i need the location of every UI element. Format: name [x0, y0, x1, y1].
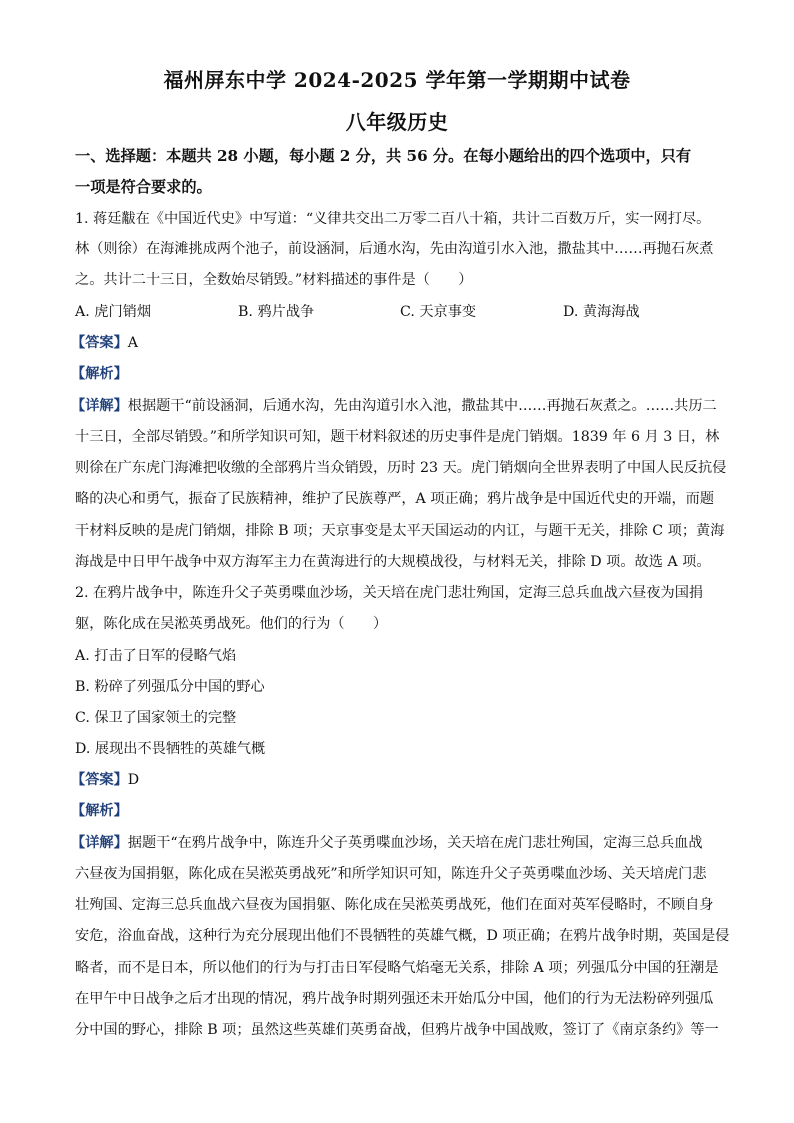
q2-option-a: A. 打击了日军的侵略气焰	[75, 648, 237, 664]
answer-value: D	[127, 772, 140, 788]
q1-stem-line: 林（则徐）在海滩挑成两个池子，前设涵洞，后通水沟，先由沟道引水入池，撒盐其中……再抛石灰煮	[75, 241, 714, 257]
exam-title: 福州屏东中学 2024-2025 学年第一学期期中试卷	[163, 68, 631, 92]
q2-detail-line: 在甲午中日战争之后才出现的情况，鸦片战争时期列强还未开始瓜分中国，他们的行为无法粉碎列强瓜	[75, 991, 714, 1007]
q2-stem-line: 躯，陈化成在吴淞英勇战死。他们的行为（ ）	[75, 616, 388, 632]
q1-detail-line: 略的决心和勇气，振奋了民族精神，维护了民族尊严，A 项正确；鸦片战争是中国近代史的开端，而题	[75, 491, 715, 507]
q1-answer	[71, 333, 721, 353]
q1-detail-line: 干材料反映的是虎门销烟，排除 B 项；天京事变是太平天国运动的内讧，与题干无关，排除 C 项；黄海	[75, 523, 725, 539]
q2-analysis-tag: 【解析】	[71, 803, 128, 819]
q1-option-d: D. 黄海海战	[563, 304, 640, 320]
q1-detail-line: 【详解】根据题干“前设涵洞，后通水沟，先由沟道引水入池，撒盐其中……再抛石灰煮之。……共历二	[71, 398, 717, 414]
q1-analysis-tag: 【解析】	[71, 366, 128, 382]
exam-subtitle: 八年级历史	[345, 110, 449, 134]
q1-option-a: A. 虎门销烟	[75, 304, 152, 320]
q2-detail-line: 安危，浴血奋战，这种行为充分展现出他们不畏牺牲的英雄气概，D 项正确；在鸦片战争时期，英国是侵	[75, 928, 730, 944]
section-heading-line-1: 一、选择题：本题共 28 小题，每小题 2 分，共 56 分。在每小题给出的四个选项中，只有	[75, 147, 692, 165]
q2-detail-line: 【详解】据题干“在鸦片战争中，陈连升父子英勇喋血沙场，关天培在虎门悲壮殉国，定海三总兵血战	[71, 835, 703, 851]
q1-detail-line: 十三日，全部尽销毁。”和所学知识可知，题干材料叙述的历史事件是虎门销烟。1839 年 6 月 3 日，林	[75, 429, 720, 445]
q1-stem-line: 之。共计二十三日，全数始尽销毁。”材料描述的事件是（ ）	[75, 272, 473, 288]
detail-tag: 【详解】	[71, 398, 128, 414]
answer-tag: 【答案】	[71, 772, 128, 788]
q2-detail-line: 略者，而不是日本，所以他们的行为与打击日军侵略气焰毫无关系，排除 A 项；列强瓜分中国的狂潮是	[75, 960, 719, 976]
q2-option-c: C. 保卫了国家领土的完整	[75, 710, 237, 726]
q1-stem-line: 1. 蒋廷黻在《中国近代史》中写道：“义律共交出二万零二百八十箱，共计二百数万斤，实一网打尽。	[75, 211, 711, 227]
q1-detail-line: 则徐在广东虎门海滩把收缴的全部鸦片当众销毁，历时 23 天。虎门销烟向全世界表明了中国人民反抗侵	[75, 460, 727, 476]
q2-detail-line: 分中国的野心，排除 B 项；虽然这些英雄们英勇奋战，但鸦片战争中国战败，签订了《南京条约》等一	[75, 1022, 719, 1038]
q2-stem-line: 2. 在鸦片战争中，陈连升父子英勇喋血沙场，关天培在虎门悲壮殉国，定海三总兵血战六昼夜为国捐	[75, 585, 704, 601]
q2-detail-line: 六昼夜为国捐躯，陈化成在吴淞英勇战死”和所学知识可知，陈连升父子英勇喋血沙场、关天培虎门悲	[75, 866, 707, 882]
q1-option-b: B. 鸦片战争	[238, 304, 315, 320]
section-heading-line-2: 一项是符合要求的。	[75, 178, 212, 196]
q1-detail-line: 海战是中日甲午战争中双方海军主力在黄海进行的大规模战役，与材料无关，排除 D 项。故选 A 项。	[75, 554, 711, 570]
answer-tag: 【答案】	[71, 335, 128, 351]
q2-detail-line: 壮殉国、定海三总兵血战六昼夜为国捐躯、陈化成在吴淞英勇战死，他们在面对英军侵略时，不顾自身	[75, 897, 714, 913]
answer-value: A	[127, 335, 139, 351]
q1-option-c: C. 天京事变	[400, 304, 477, 320]
q2-option-d: D. 展现出不畏牺牲的英雄气概	[75, 741, 266, 757]
q2-answer	[71, 770, 721, 790]
q2-option-b: B. 粉碎了列强瓜分中国的野心	[75, 679, 265, 695]
detail-tag: 【详解】	[71, 835, 128, 851]
